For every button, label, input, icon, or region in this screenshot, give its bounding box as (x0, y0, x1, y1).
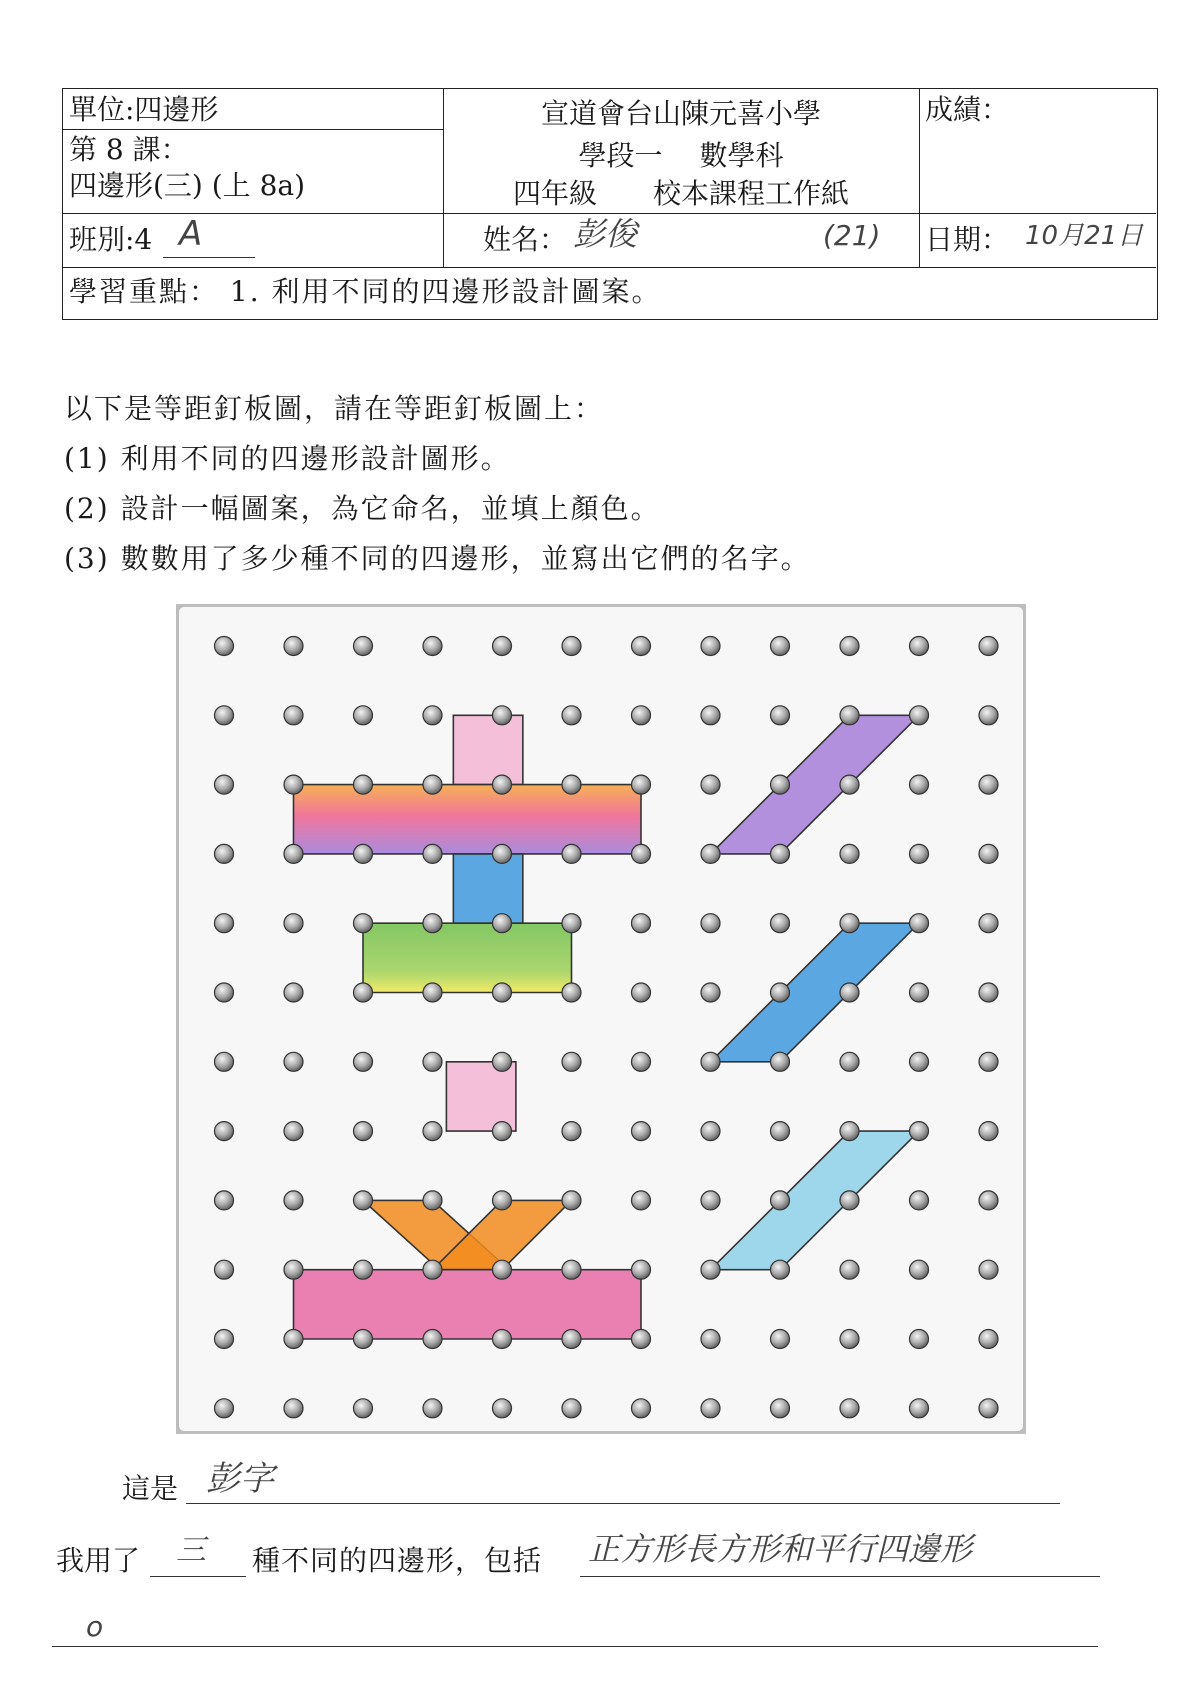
peg (215, 1330, 234, 1349)
used-list-line (580, 1576, 1100, 1577)
instruction-item-3: (3) 數數用了多少種不同的四邊形，並寫出它們的名字。 (64, 542, 811, 575)
peg (632, 1191, 651, 1210)
peg (215, 983, 234, 1002)
peg (493, 1052, 512, 1071)
peg (215, 775, 234, 794)
name-value: 彭俊 (573, 215, 638, 253)
peg (284, 844, 303, 863)
peg (701, 775, 720, 794)
peg (979, 1191, 998, 1210)
peg (493, 1122, 512, 1141)
peg (701, 1330, 720, 1349)
peg (701, 1122, 720, 1141)
score-label: 成績： (925, 93, 1010, 126)
peg (423, 844, 442, 863)
peg (840, 914, 859, 933)
peg (910, 775, 929, 794)
peg (771, 983, 790, 1002)
used-count: 三 (176, 1533, 206, 1568)
peg (215, 1052, 234, 1071)
peg (562, 637, 581, 656)
peg (562, 844, 581, 863)
peg (979, 1330, 998, 1349)
class-value: A (179, 214, 203, 254)
peg (632, 1330, 651, 1349)
peg (423, 914, 442, 933)
peg (284, 1260, 303, 1279)
peg (701, 844, 720, 863)
instruction-intro: 以下是等距釘板圖，請在等距釘板圖上： (64, 392, 605, 425)
peg (493, 1399, 512, 1418)
peg (493, 844, 512, 863)
peg (771, 1052, 790, 1071)
instruction-item-1: (1) 利用不同的四邊形設計圖形。 (64, 442, 511, 475)
peg (632, 1052, 651, 1071)
peg (840, 637, 859, 656)
school-name: 宣道會台山陳元喜小學 (540, 97, 821, 130)
peg (354, 637, 373, 656)
stage-subject: 學段一 數學科 (578, 139, 784, 172)
this-is-value: 彭字 (206, 1459, 274, 1499)
peg (493, 775, 512, 794)
peg (215, 637, 234, 656)
peg (771, 1399, 790, 1418)
peg (493, 637, 512, 656)
peg (215, 914, 234, 933)
peg (354, 1052, 373, 1071)
peg (910, 1260, 929, 1279)
peg (840, 1191, 859, 1210)
instruction-item-2: (2) 設計一幅圖案，為它命名，並填上顏色。 (64, 492, 661, 525)
peg (910, 914, 929, 933)
square-blue-shape (453, 854, 522, 923)
peg (215, 1122, 234, 1141)
peg (354, 983, 373, 1002)
peg (354, 1330, 373, 1349)
peg (493, 706, 512, 725)
peg (493, 914, 512, 933)
peg (562, 983, 581, 1002)
peg (284, 1191, 303, 1210)
peg (562, 706, 581, 725)
peg (840, 1399, 859, 1418)
peg (562, 1330, 581, 1349)
peg (771, 1330, 790, 1349)
peg (423, 1330, 442, 1349)
used-prefix: 我用了 (56, 1544, 141, 1577)
peg (423, 1260, 442, 1279)
peg (840, 1122, 859, 1141)
peg (354, 1260, 373, 1279)
peg (910, 1122, 929, 1141)
peg (701, 914, 720, 933)
peg (423, 1052, 442, 1071)
peg (354, 1191, 373, 1210)
peg (979, 1399, 998, 1418)
peg (979, 1122, 998, 1141)
ending-line (52, 1646, 1098, 1647)
used-list: 正方形長方形和平行四邊形 (588, 1530, 973, 1568)
divider (63, 213, 1156, 214)
peg (979, 637, 998, 656)
peg (423, 706, 442, 725)
peg (771, 1122, 790, 1141)
peg (354, 1122, 373, 1141)
peg (771, 1191, 790, 1210)
divider (919, 89, 920, 267)
green-rectangle-shape (363, 923, 572, 992)
peg (701, 1052, 720, 1071)
peg (632, 1399, 651, 1418)
bottom-rectangle-shape (294, 1270, 642, 1339)
peg (979, 914, 998, 933)
peg (840, 1330, 859, 1349)
peg (562, 914, 581, 933)
peg (354, 914, 373, 933)
peg (979, 1052, 998, 1071)
peg (910, 1330, 929, 1349)
peg (632, 775, 651, 794)
geoboard (176, 604, 1026, 1434)
grade-program: 四年級 校本課程工作紙 (512, 177, 849, 210)
this-is-line (186, 1503, 1060, 1504)
lesson-number: 第 8 課： (69, 133, 189, 166)
peg (771, 775, 790, 794)
peg (910, 637, 929, 656)
peg (840, 1052, 859, 1071)
square-top-shape (453, 715, 522, 784)
peg (632, 1260, 651, 1279)
peg (423, 983, 442, 1002)
peg (354, 775, 373, 794)
peg (701, 1191, 720, 1210)
peg (979, 775, 998, 794)
date-value: 10月21日 (1025, 221, 1144, 251)
peg (910, 983, 929, 1002)
peg (215, 1191, 234, 1210)
name-label: 姓名： (483, 223, 568, 256)
peg (771, 1260, 790, 1279)
used-middle: 種不同的四邊形，包括 (252, 1544, 543, 1577)
peg (215, 706, 234, 725)
peg (284, 914, 303, 933)
peg (701, 637, 720, 656)
header-table (62, 88, 1158, 320)
peg (284, 1330, 303, 1349)
peg (632, 983, 651, 1002)
peg (632, 1122, 651, 1141)
peg (284, 775, 303, 794)
date-label: 日期： (925, 223, 1010, 256)
peg (632, 844, 651, 863)
student-number: (21) (823, 219, 881, 252)
peg (840, 706, 859, 725)
ending-mark: o (86, 1610, 104, 1643)
peg (284, 637, 303, 656)
peg (284, 983, 303, 1002)
peg (493, 1330, 512, 1349)
peg (910, 706, 929, 725)
peg (771, 844, 790, 863)
unit-label: 單位:四邊形 (69, 93, 219, 126)
peg (979, 706, 998, 725)
square-pink-shape (446, 1062, 516, 1131)
peg (423, 637, 442, 656)
peg (423, 1122, 442, 1141)
peg (979, 983, 998, 1002)
peg (284, 1122, 303, 1141)
peg (562, 1052, 581, 1071)
peg (354, 844, 373, 863)
peg (632, 706, 651, 725)
used-count-line (150, 1576, 246, 1577)
peg (215, 1260, 234, 1279)
peg (632, 637, 651, 656)
peg (771, 914, 790, 933)
learning-focus: 學習重點： 1. 利用不同的四邊形設計圖案。 (69, 275, 662, 308)
peg (701, 1260, 720, 1279)
class-label: 班別:4 (69, 223, 153, 256)
peg (910, 1399, 929, 1418)
peg (840, 775, 859, 794)
peg (910, 844, 929, 863)
peg (562, 1191, 581, 1210)
peg (215, 844, 234, 863)
peg (562, 775, 581, 794)
peg (423, 1399, 442, 1418)
peg (423, 1191, 442, 1210)
lesson-title: 四邊形(三) (上 8a) (69, 169, 306, 202)
peg (979, 1260, 998, 1279)
peg (284, 1052, 303, 1071)
long-rectangle-shape (294, 785, 642, 854)
peg (840, 844, 859, 863)
peg (562, 1122, 581, 1141)
this-is-label: 這是 (122, 1472, 179, 1505)
peg (562, 1399, 581, 1418)
peg (771, 706, 790, 725)
peg (979, 844, 998, 863)
peg (632, 914, 651, 933)
peg (562, 1260, 581, 1279)
peg (701, 1399, 720, 1418)
peg (354, 706, 373, 725)
peg (284, 706, 303, 725)
peg (701, 706, 720, 725)
peg (910, 1191, 929, 1210)
peg (284, 1399, 303, 1418)
peg (840, 1260, 859, 1279)
peg (423, 775, 442, 794)
peg (493, 1191, 512, 1210)
peg (354, 1399, 373, 1418)
peg (771, 637, 790, 656)
peg (840, 983, 859, 1002)
divider (63, 129, 443, 130)
peg (493, 983, 512, 1002)
class-underline (163, 257, 255, 258)
peg (910, 1052, 929, 1071)
peg (493, 1260, 512, 1279)
divider (63, 267, 1156, 268)
peg (215, 1399, 234, 1418)
peg (701, 983, 720, 1002)
